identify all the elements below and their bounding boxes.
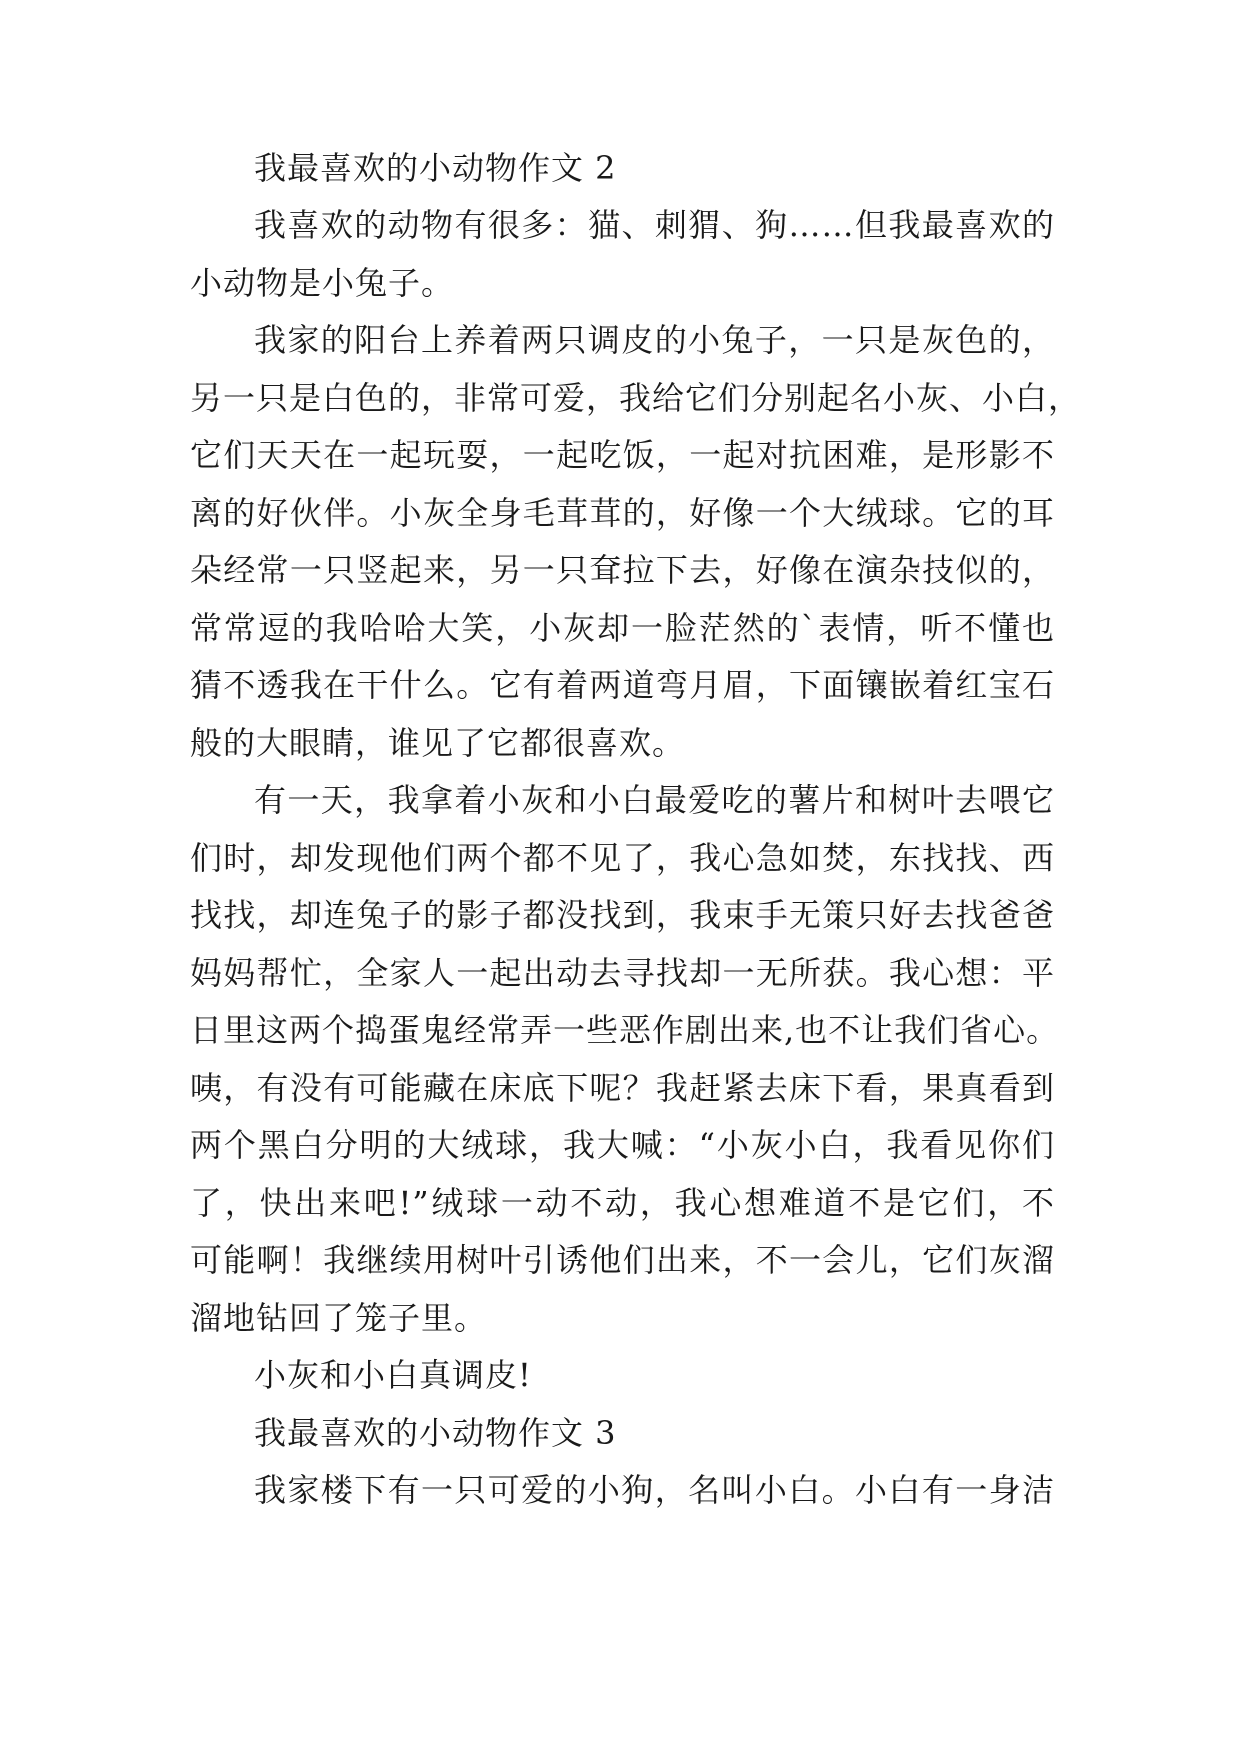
paragraph-line: 朵经常一只竖起来，另一只耷拉下去，好像在演杂技似的， — [190, 551, 1055, 589]
section-title-3: 我最喜欢的小动物作文 3 — [254, 1414, 617, 1452]
paragraph-line: 妈妈帮忙，全家人一起出动去寻找却一无所获。我心想：平 — [190, 954, 1055, 992]
section-title-2: 我最喜欢的小动物作文 2 — [254, 149, 617, 187]
paragraph-line: 们时，却发现他们两个都不见了，我心急如焚，东找找、西 — [190, 839, 1055, 877]
paragraph-line: 我喜欢的动物有很多：猫、刺猬、狗……但我最喜欢的 — [254, 206, 1055, 244]
paragraph-line: 我家楼下有一只可爱的小狗，名叫小白。小白有一身洁 — [254, 1471, 1055, 1509]
paragraph-line: 可能啊！我继续用树叶引诱他们出来，不一会儿，它们灰溜 — [190, 1241, 1055, 1279]
paragraph-line: 它们天天在一起玩耍，一起吃饭，一起对抗困难，是形影不 — [190, 436, 1055, 474]
paragraph-line: 小动物是小兔子。 — [190, 264, 455, 302]
paragraph-line: 般的大眼睛，谁见了它都很喜欢。 — [190, 724, 686, 762]
document-page — [190, 0, 1082, 1754]
paragraph-line: 我家的阳台上养着两只调皮的小兔子，一只是灰色的， — [254, 321, 1055, 359]
paragraph-line: 日里这两个捣蛋鬼经常弄一些恶作剧出来,也不让我们省心。 — [190, 1011, 1060, 1049]
paragraph-line: 另一只是白色的，非常可爱，我给它们分别起名小灰、小白， — [190, 379, 1082, 417]
paragraph-line: 有一天，我拿着小灰和小白最爱吃的薯片和树叶去喂它 — [254, 781, 1055, 819]
paragraph-line: 常常逗的我哈哈大笑，小灰却一脸茫然的`表情，听不懂也 — [190, 609, 1055, 647]
paragraph-line: 咦，有没有可能藏在床底下呢？我赶紧去床下看，果真看到 — [190, 1069, 1055, 1107]
paragraph-line: 猜不透我在干什么。它有着两道弯月眉，下面镶嵌着红宝石 — [190, 666, 1055, 704]
paragraph-line: 了，快出来吧!”绒球一动不动，我心想难道不是它们，不 — [190, 1184, 1055, 1222]
paragraph-line: 溜地钻回了笼子里。 — [190, 1299, 488, 1337]
paragraph-line: 小灰和小白真调皮! — [254, 1356, 532, 1394]
paragraph-line: 找找，却连兔子的影子都没找到，我束手无策只好去找爸爸 — [190, 896, 1055, 934]
paragraph-line: 两个黑白分明的大绒球，我大喊：“小灰小白，我看见你们 — [190, 1126, 1055, 1164]
paragraph-line: 离的好伙伴。小灰全身毛茸茸的，好像一个大绒球。它的耳 — [190, 494, 1055, 532]
